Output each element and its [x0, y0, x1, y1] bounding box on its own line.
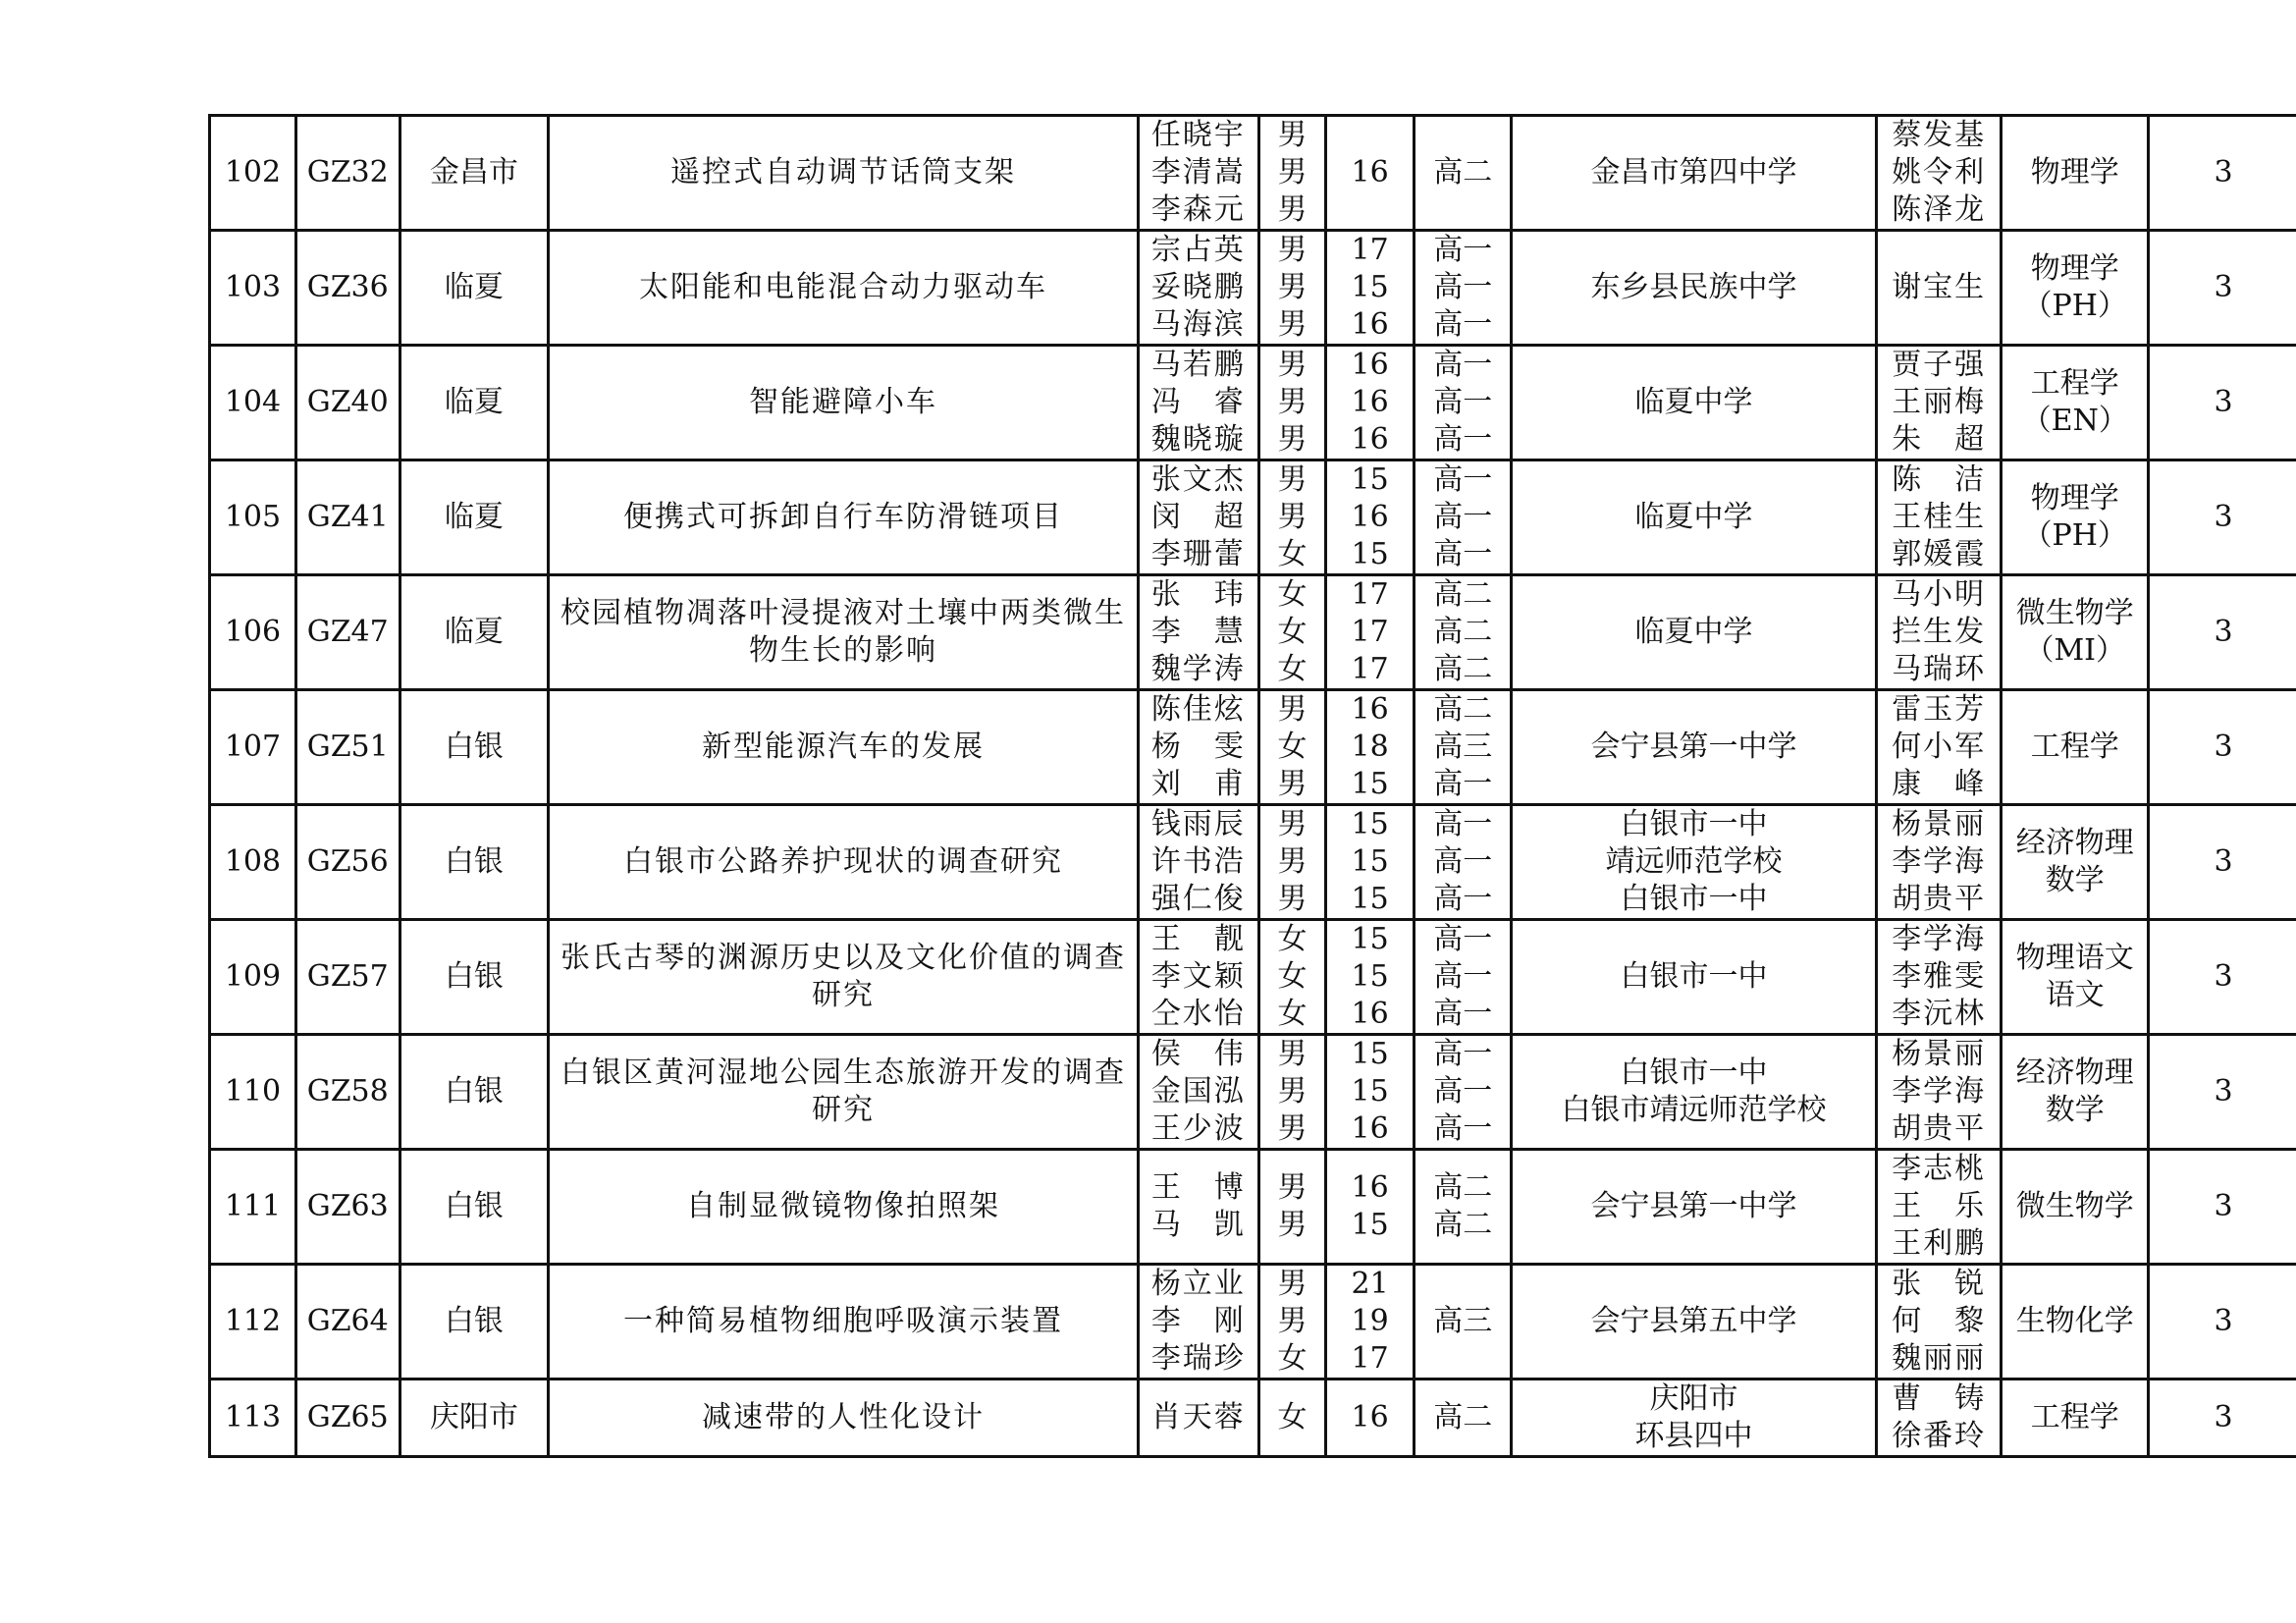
region-cell: 庆阳市: [400, 1380, 549, 1457]
row-number-cell: 109: [210, 920, 296, 1035]
region-cell: 白银: [400, 1265, 549, 1380]
region-cell: 白银: [400, 690, 549, 805]
project-code-cell: GZ51: [295, 690, 400, 805]
project-title-cell: 张氏古琴的渊源历史以及文化价值的调查研究: [549, 920, 1138, 1035]
region-cell: 临夏: [400, 346, 549, 460]
student-names-cell: 马若鹏 冯 睿 魏晓璇: [1138, 346, 1258, 460]
student-grades-cell: 高一 高一 高一: [1415, 460, 1512, 575]
student-names-cell: 王 博 马 凯: [1138, 1150, 1258, 1265]
subject-category-cell: 微生物学: [2002, 1150, 2149, 1265]
student-grades-cell: 高一 高一 高一: [1415, 346, 1512, 460]
student-ages-cell: 16 16 16: [1326, 346, 1415, 460]
project-title-cell: 自制显微镜物像拍照架: [549, 1150, 1138, 1265]
row-number-cell: 103: [210, 231, 296, 346]
table-body: [210, 116, 2296, 1457]
row-number-cell: 111: [210, 1150, 296, 1265]
student-names-cell: 张 玮 李 慧 魏学涛: [1138, 575, 1258, 690]
count-cell: 3: [2149, 1265, 2296, 1380]
project-title-cell: 校园植物凋落叶浸提液对土壤中两类微生物生长的影响: [549, 575, 1138, 690]
project-code-cell: GZ40: [295, 346, 400, 460]
student-grades-cell: 高一 高一 高一: [1415, 1035, 1512, 1150]
project-title-cell: 白银区黄河湿地公园生态旅游开发的调查研究: [549, 1035, 1138, 1150]
project-code-cell: GZ56: [295, 805, 400, 920]
student-names-cell: 钱雨辰 许书浩 强仁俊: [1138, 805, 1258, 920]
advisor-names-cell: 李学海 李雅雯 李沅林: [1876, 920, 2002, 1035]
advisor-names-cell: 贾子强 王丽梅 朱 超: [1876, 346, 2002, 460]
count-cell: 3: [2149, 920, 2296, 1035]
school-name-cell: 临夏中学: [1512, 575, 1877, 690]
subject-category-cell: 物理学 （PH）: [2002, 460, 2149, 575]
row-number-cell: 102: [210, 116, 296, 231]
student-names-cell: 王 靓 李文颖 仝水怡: [1138, 920, 1258, 1035]
school-name-cell: 会宁县第五中学: [1512, 1265, 1877, 1380]
student-ages-cell: 15 16 15: [1326, 460, 1415, 575]
school-name-cell: 白银市一中 靖远师范学校 白银市一中: [1512, 805, 1877, 920]
student-ages-cell: 15 15 16: [1326, 920, 1415, 1035]
project-title-cell: 新型能源汽车的发展: [549, 690, 1138, 805]
region-cell: 白银: [400, 1035, 549, 1150]
student-names-cell: 宗占英 妥晓鹏 马海滨: [1138, 231, 1258, 346]
advisor-names-cell: 谢宝生: [1876, 231, 2002, 346]
project-code-cell: GZ63: [295, 1150, 400, 1265]
region-cell: 白银: [400, 920, 549, 1035]
school-name-cell: 白银市一中: [1512, 920, 1877, 1035]
student-genders-cell: 女: [1258, 1380, 1325, 1457]
project-title-cell: 便携式可拆卸自行车防滑链项目: [549, 460, 1138, 575]
count-cell: 3: [2149, 1150, 2296, 1265]
student-names-cell: 陈佳炫 杨 雯 刘 甫: [1138, 690, 1258, 805]
table-row: [210, 1035, 2296, 1150]
student-grades-cell: 高二 高三 高一: [1415, 690, 1512, 805]
advisor-names-cell: 雷玉芳 何小军 康 峰: [1876, 690, 2002, 805]
table-row: [210, 460, 2296, 575]
row-number-cell: 106: [210, 575, 296, 690]
school-name-cell: 临夏中学: [1512, 346, 1877, 460]
row-number-cell: 110: [210, 1035, 296, 1150]
row-number-cell: 104: [210, 346, 296, 460]
student-grades-cell: 高二 高二: [1415, 1150, 1512, 1265]
project-code-cell: GZ64: [295, 1265, 400, 1380]
school-name-cell: 会宁县第一中学: [1512, 690, 1877, 805]
student-genders-cell: 女 女 女: [1258, 575, 1325, 690]
count-cell: 3: [2149, 231, 2296, 346]
advisor-names-cell: 杨景丽 李学海 胡贵平: [1876, 805, 2002, 920]
student-genders-cell: 男 女 男: [1258, 690, 1325, 805]
advisor-names-cell: 张 锐 何 黎 魏丽丽: [1876, 1265, 2002, 1380]
table-row: [210, 805, 2296, 920]
subject-category-cell: 工程学: [2002, 1380, 2149, 1457]
subject-category-cell: 物理语文 语文: [2002, 920, 2149, 1035]
subject-category-cell: 经济物理 数学: [2002, 805, 2149, 920]
row-number-cell: 112: [210, 1265, 296, 1380]
student-genders-cell: 男 男 男: [1258, 805, 1325, 920]
school-name-cell: 临夏中学: [1512, 460, 1877, 575]
count-cell: 3: [2149, 690, 2296, 805]
advisor-names-cell: 马小明 拦生发 马瑞环: [1876, 575, 2002, 690]
project-code-cell: GZ47: [295, 575, 400, 690]
student-ages-cell: 15 15 16: [1326, 1035, 1415, 1150]
table-row: [210, 346, 2296, 460]
count-cell: 3: [2149, 575, 2296, 690]
project-code-cell: GZ32: [295, 116, 400, 231]
advisor-names-cell: 李志桃 王 乐 王利鹏: [1876, 1150, 2002, 1265]
row-number-cell: 113: [210, 1380, 296, 1457]
student-genders-cell: 男 男 男: [1258, 346, 1325, 460]
student-ages-cell: 16 15: [1326, 1150, 1415, 1265]
count-cell: 3: [2149, 116, 2296, 231]
subject-category-cell: 物理学 （PH）: [2002, 231, 2149, 346]
region-cell: 临夏: [400, 575, 549, 690]
student-genders-cell: 男 男 男: [1258, 116, 1325, 231]
table-row: [210, 116, 2296, 231]
student-names-cell: 任晓宇 李清嵩 李森元: [1138, 116, 1258, 231]
school-name-cell: 会宁县第一中学: [1512, 1150, 1877, 1265]
student-genders-cell: 男 男 女: [1258, 460, 1325, 575]
project-code-cell: GZ57: [295, 920, 400, 1035]
project-title-cell: 智能避障小车: [549, 346, 1138, 460]
student-genders-cell: 男 男: [1258, 1150, 1325, 1265]
student-grades-cell: 高二 高二 高二: [1415, 575, 1512, 690]
student-names-cell: 肖天蓉: [1138, 1380, 1258, 1457]
region-cell: 临夏: [400, 231, 549, 346]
row-number-cell: 107: [210, 690, 296, 805]
advisor-names-cell: 杨景丽 李学海 胡贵平: [1876, 1035, 2002, 1150]
region-cell: 白银: [400, 1150, 549, 1265]
region-cell: 临夏: [400, 460, 549, 575]
count-cell: 3: [2149, 346, 2296, 460]
student-grades-cell: 高二: [1415, 116, 1512, 231]
project-table: [208, 114, 2296, 1458]
table-row: [210, 1380, 2296, 1457]
student-ages-cell: 17 17 17: [1326, 575, 1415, 690]
student-ages-cell: 16: [1326, 1380, 1415, 1457]
subject-category-cell: 微生物学 （MI）: [2002, 575, 2149, 690]
student-genders-cell: 男 男 男: [1258, 1035, 1325, 1150]
student-grades-cell: 高一 高一 高一: [1415, 920, 1512, 1035]
advisor-names-cell: 蔡发基 姚令利 陈泽龙: [1876, 116, 2002, 231]
subject-category-cell: 物理学: [2002, 116, 2149, 231]
student-names-cell: 侯 伟 金国泓 王少波: [1138, 1035, 1258, 1150]
student-genders-cell: 男 男 男: [1258, 231, 1325, 346]
count-cell: 3: [2149, 1035, 2296, 1150]
student-grades-cell: 高一 高一 高一: [1415, 231, 1512, 346]
region-cell: 白银: [400, 805, 549, 920]
student-genders-cell: 男 男 女: [1258, 1265, 1325, 1380]
row-number-cell: 105: [210, 460, 296, 575]
subject-category-cell: 经济物理 数学: [2002, 1035, 2149, 1150]
project-code-cell: GZ65: [295, 1380, 400, 1457]
student-ages-cell: 16 18 15: [1326, 690, 1415, 805]
table-row: [210, 920, 2296, 1035]
student-ages-cell: 16: [1326, 116, 1415, 231]
advisor-names-cell: 曹 铸 徐番玲: [1876, 1380, 2002, 1457]
table-row: [210, 1150, 2296, 1265]
school-name-cell: 白银市一中 白银市靖远师范学校: [1512, 1035, 1877, 1150]
student-grades-cell: 高一 高一 高一: [1415, 805, 1512, 920]
table-row: [210, 1265, 2296, 1380]
count-cell: 3: [2149, 805, 2296, 920]
count-cell: 3: [2149, 460, 2296, 575]
project-title-cell: 白银市公路养护现状的调查研究: [549, 805, 1138, 920]
student-grades-cell: 高二: [1415, 1380, 1512, 1457]
count-cell: 3: [2149, 1380, 2296, 1457]
subject-category-cell: 工程学 （EN）: [2002, 346, 2149, 460]
advisor-names-cell: 陈 洁 王桂生 郭媛霞: [1876, 460, 2002, 575]
student-names-cell: 杨立业 李 刚 李瑞珍: [1138, 1265, 1258, 1380]
project-title-cell: 减速带的人性化设计: [549, 1380, 1138, 1457]
row-number-cell: 108: [210, 805, 296, 920]
project-code-cell: GZ36: [295, 231, 400, 346]
school-name-cell: 金昌市第四中学: [1512, 116, 1877, 231]
student-genders-cell: 女 女 女: [1258, 920, 1325, 1035]
project-title-cell: 遥控式自动调节话筒支架: [549, 116, 1138, 231]
student-ages-cell: 15 15 15: [1326, 805, 1415, 920]
subject-category-cell: 生物化学: [2002, 1265, 2149, 1380]
project-code-cell: GZ58: [295, 1035, 400, 1150]
project-title-cell: 一种简易植物细胞呼吸演示装置: [549, 1265, 1138, 1380]
school-name-cell: 东乡县民族中学: [1512, 231, 1877, 346]
student-grades-cell: 高三: [1415, 1265, 1512, 1380]
subject-category-cell: 工程学: [2002, 690, 2149, 805]
table-row: [210, 231, 2296, 346]
table-row: [210, 690, 2296, 805]
table-row: [210, 575, 2296, 690]
student-ages-cell: 21 19 17: [1326, 1265, 1415, 1380]
student-names-cell: 张文杰 闵 超 李珊蕾: [1138, 460, 1258, 575]
project-title-cell: 太阳能和电能混合动力驱动车: [549, 231, 1138, 346]
region-cell: 金昌市: [400, 116, 549, 231]
student-ages-cell: 17 15 16: [1326, 231, 1415, 346]
project-code-cell: GZ41: [295, 460, 400, 575]
school-name-cell: 庆阳市 环县四中: [1512, 1380, 1877, 1457]
